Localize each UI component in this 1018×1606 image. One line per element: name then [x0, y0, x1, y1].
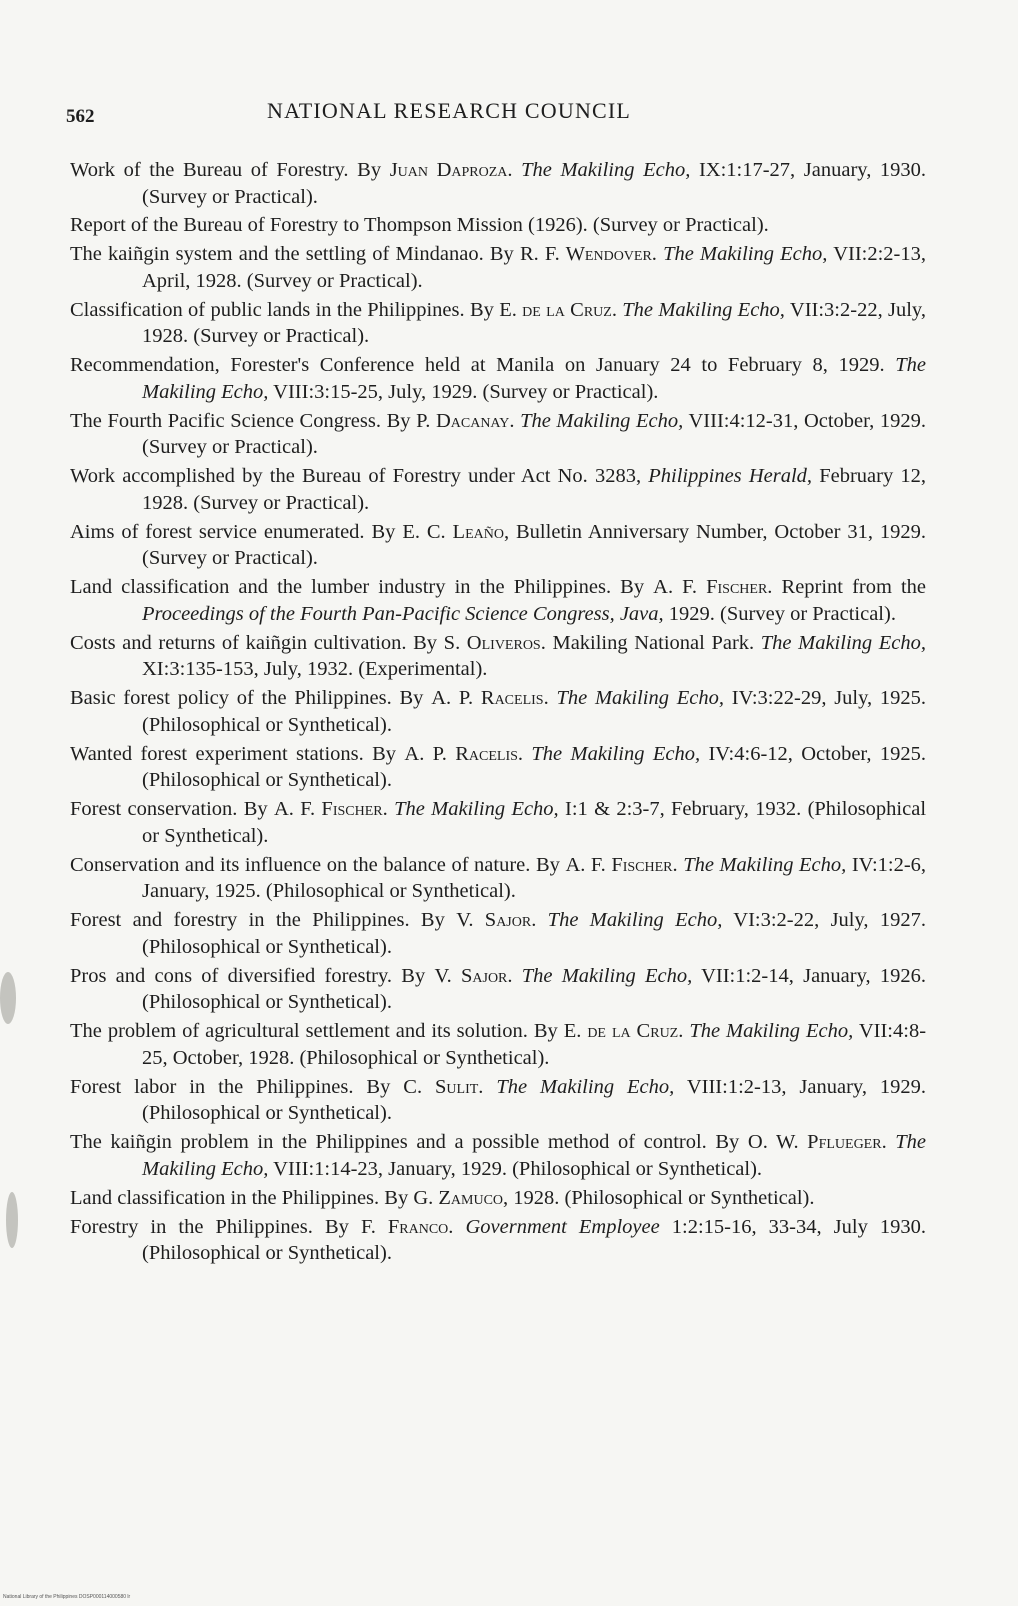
- entry-details: 1928.: [513, 1186, 560, 1209]
- bibliography-entry: [70, 408, 926, 461]
- entry-category: (Philosophical or Synthetical).: [142, 1242, 392, 1265]
- entry-by: By: [366, 1075, 391, 1098]
- entry-details: February 12, 1928.: [142, 465, 927, 514]
- entry-author: C. Sulit.: [403, 1075, 484, 1098]
- entry-journal: The Makiling Echo,: [663, 243, 828, 266]
- entry-author: P. Dacanay.: [416, 409, 515, 432]
- entry-title: The kaiñgin problem in the Philippines and a possible method of control.: [70, 1131, 707, 1154]
- entry-by: By: [357, 159, 382, 181]
- entry-by: By: [533, 1020, 558, 1043]
- entry-author: F. Franco.: [360, 1215, 454, 1238]
- bibliography-entry: [70, 1074, 926, 1127]
- bibliography-entry: [70, 297, 926, 350]
- entry-author: O. W. Pflueger.: [747, 1131, 887, 1154]
- bibliography-entry: [70, 963, 926, 1016]
- scan-smudge: [0, 972, 16, 1024]
- entry-title: Work accomplished by the Bureau of Forestry under Act No. 3283,: [70, 465, 642, 488]
- entry-journal: The Makiling Echo,: [142, 354, 927, 403]
- entry-details: VIII:4:12-31, October, 1929.: [688, 409, 926, 432]
- entry-details: VIII:1:14-23, January, 1929.: [273, 1157, 507, 1180]
- entry-by: By: [324, 1215, 349, 1238]
- entry-journal: The Makiling Echo,: [142, 1131, 927, 1180]
- entry-category: (Philosophical or Synthetical).: [142, 991, 392, 1014]
- entry-title: Classification of public lands in the Philippines.: [70, 298, 465, 321]
- entry-title: Recommendation, Forester's Conference held at Manila on January 24 to February 8, 1929.: [70, 354, 885, 377]
- entry-title: Forestry in the Philippines.: [70, 1215, 313, 1238]
- entry-by: By: [620, 576, 645, 599]
- entry-by: By: [371, 520, 396, 543]
- entry-author: A. P. Racelis.: [404, 742, 524, 765]
- entry-by: By: [372, 742, 397, 765]
- entry-details: VI:3:2-22, July, 1927.: [733, 909, 926, 932]
- entry-author: R. F. Wendover.: [519, 243, 657, 266]
- entry-category: (Survey or Practical).: [720, 602, 896, 625]
- entry-author: A. P. Racelis.: [431, 687, 549, 710]
- entry-title: Pros and cons of diversified forestry.: [70, 964, 393, 987]
- bibliography-entry: [70, 574, 926, 627]
- entry-journal: Philippines Herald,: [648, 465, 813, 488]
- entry-by: By: [535, 853, 560, 876]
- entry-category: (Survey or Practical).: [142, 547, 318, 570]
- entry-title: The kaiñgin system and the settling of Mindanao.: [70, 243, 484, 266]
- entry-journal: The Makiling Echo,: [531, 742, 701, 765]
- entry-category: (Philosophical or Synthetical).: [512, 1157, 763, 1180]
- bibliography-entry: [70, 1214, 926, 1267]
- entry-details: IV:3:22-29, July, 1925.: [731, 687, 927, 710]
- entry-details: IV:1:2-6, January, 1925.: [142, 853, 927, 903]
- entry-title: Basic forest policy of the Philippines.: [70, 687, 392, 710]
- bibliography-entry: [70, 352, 926, 405]
- entry-by: By: [469, 298, 494, 321]
- entry-by: By: [384, 1186, 409, 1209]
- entry-title: Work of the Bureau of Forestry.: [70, 159, 349, 181]
- bibliography-entry: [70, 463, 926, 516]
- entry-author: A. F. Fischer.: [653, 576, 773, 599]
- entry-title: Forest and forestry in the Philippines.: [70, 909, 410, 932]
- entry-details: VIII:1:2-13, January, 1929.: [686, 1075, 927, 1098]
- entry-author: A. F. Fischer.: [274, 798, 388, 821]
- entry-author: E. de la Cruz.: [563, 1020, 684, 1043]
- bibliography-entry: [70, 212, 926, 239]
- entry-details: 1:2:15-16, 33-34, July 1930.: [671, 1215, 927, 1238]
- bibliography-entry: [70, 241, 926, 294]
- bibliography-entry: [70, 852, 926, 905]
- entry-journal: The Makiling Echo,: [556, 687, 724, 710]
- entry-title: Costs and returns of kaiñgin cultivation.: [70, 631, 407, 654]
- entry-journal: The Makiling Echo,: [521, 159, 691, 181]
- entry-category: (Philosophical or Synthetical).: [142, 1102, 392, 1125]
- bibliography-entry: [70, 519, 926, 572]
- entry-pre: Makiling National Park.: [552, 631, 755, 654]
- entry-details: IV:4:6-12, October, 1925.: [708, 742, 927, 765]
- entry-category: (Survey or Practical).: [193, 491, 370, 514]
- entry-details: Bulletin Anniversary Number, October 31, 1929.: [516, 520, 927, 543]
- entry-by: By: [413, 631, 438, 654]
- scan-smudge: [6, 1192, 18, 1248]
- entry-journal: Government Employee: [465, 1215, 660, 1238]
- entry-by: By: [420, 909, 445, 932]
- page-number: 562: [66, 106, 95, 127]
- entry-details: VII:4:8-25, October, 1928.: [142, 1020, 927, 1069]
- entry-journal: The Makiling Echo,: [760, 631, 926, 654]
- bibliography-entry: [70, 1018, 926, 1071]
- entry-category: (Philosophical or Synthetical).: [142, 713, 392, 736]
- entry-journal: The Makiling Echo,: [521, 964, 693, 987]
- entry-category: (Philosophical or Synthetical).: [564, 1186, 815, 1209]
- entry-category: (Experimental).: [358, 658, 488, 681]
- entry-author: E. de la Cruz.: [499, 298, 617, 321]
- entry-title: Aims of forest service enumerated.: [70, 520, 365, 543]
- entry-author: Juan Daproza.: [389, 159, 513, 181]
- entry-author: V. Sajor.: [456, 909, 537, 932]
- entry-title: The Fourth Pacific Science Congress.: [70, 409, 381, 432]
- entry-details: IX:1:17-27, January, 1930.: [698, 159, 927, 181]
- entry-category: (Survey or Practical).: [142, 185, 318, 208]
- entry-journal: The Makiling Echo,: [689, 1020, 854, 1043]
- entry-by: By: [401, 964, 426, 987]
- entry-title: Wanted forest experiment stations.: [70, 742, 364, 765]
- scan-source-line: National Library of the Philippines DOSP000114000580 lr: [3, 1594, 131, 1600]
- entry-category: (Survey or Practical).: [142, 436, 318, 459]
- bibliography-entry: [70, 157, 926, 210]
- entry-journal: The Makiling Echo,: [683, 853, 847, 876]
- entry-category: (Philosophical or Synthetical).: [265, 880, 516, 903]
- entry-title: The problem of agricultural settlement and its solution.: [70, 1020, 528, 1043]
- entry-title: Forest conservation.: [70, 798, 238, 821]
- entry-by: By: [386, 409, 411, 432]
- bibliography-list: [70, 157, 926, 1269]
- entry-details: 1929.: [668, 602, 715, 625]
- entry-category: (Philosophical or Synthetical).: [299, 1046, 550, 1069]
- entry-title: Report of the Bureau of Forestry to Thompson Mission (1926).: [70, 214, 588, 237]
- entry-details: XI:3:135-153, July, 1932.: [142, 658, 354, 681]
- bibliography-entry: [70, 630, 926, 683]
- entry-journal: The Makiling Echo,: [547, 909, 723, 932]
- bibliography-entry: [70, 741, 926, 794]
- entry-author: E. C. Leaño,: [402, 520, 510, 543]
- entry-author: S. Oliveros.: [443, 631, 546, 654]
- entry-category: (Survey or Practical).: [592, 214, 769, 237]
- entry-journal: The Makiling Echo,: [496, 1075, 675, 1098]
- entry-details: VII:3:2-22, July, 1928.: [142, 298, 926, 348]
- entry-details: I:1 & 2:3-7, February, 1932.: [565, 798, 802, 821]
- entry-journal: The Makiling Echo,: [622, 298, 785, 321]
- entry-author: A. F. Fischer.: [565, 853, 678, 876]
- entry-category: (Survey or Practical).: [193, 325, 370, 348]
- entry-author: V. Sajor.: [434, 964, 513, 987]
- entry-details: VII:1:2-14, January, 1926.: [701, 964, 927, 987]
- entry-by: By: [715, 1131, 740, 1154]
- entry-details: VII:2:2-13, April, 1928.: [142, 243, 927, 292]
- bibliography-entry: [70, 1129, 926, 1182]
- entry-title: Conservation and its influence on the balance of nature.: [70, 853, 531, 876]
- bibliography-entry: [70, 907, 926, 960]
- entry-category: (Survey or Practical).: [482, 380, 659, 403]
- bibliography-entry: [70, 1185, 926, 1212]
- entry-title: Forest labor in the Philippines.: [70, 1075, 354, 1098]
- entry-by: By: [489, 243, 514, 266]
- entry-by: By: [399, 687, 424, 710]
- entry-category: (Survey or Practical).: [246, 269, 423, 292]
- entry-by: By: [243, 798, 268, 821]
- entry-details: VIII:3:15-25, July, 1929.: [273, 380, 478, 403]
- entry-pre: Reprint from the: [781, 576, 927, 599]
- entry-journal: Proceedings of the Fourth Pan-Pacific Science Congress, Java,: [142, 602, 664, 625]
- running-head: NATIONAL RESEARCH COUNCIL: [267, 98, 632, 123]
- entry-title: Land classification and the lumber industry in the Philippines.: [70, 576, 612, 599]
- bibliography-entry: [70, 796, 926, 849]
- entry-category: (Philosophical or Synthetical).: [142, 769, 392, 792]
- entry-journal: The Makiling Echo,: [520, 409, 684, 432]
- entry-title: Land classification in the Philippines.: [70, 1186, 380, 1209]
- entry-journal: The Makiling Echo,: [394, 798, 559, 821]
- bibliography-entry: [70, 685, 926, 738]
- entry-category: (Philosophical or Synthetical).: [142, 798, 927, 847]
- entry-category: (Philosophical or Synthetical).: [142, 935, 392, 958]
- entry-author: G. Zamuco,: [413, 1186, 509, 1209]
